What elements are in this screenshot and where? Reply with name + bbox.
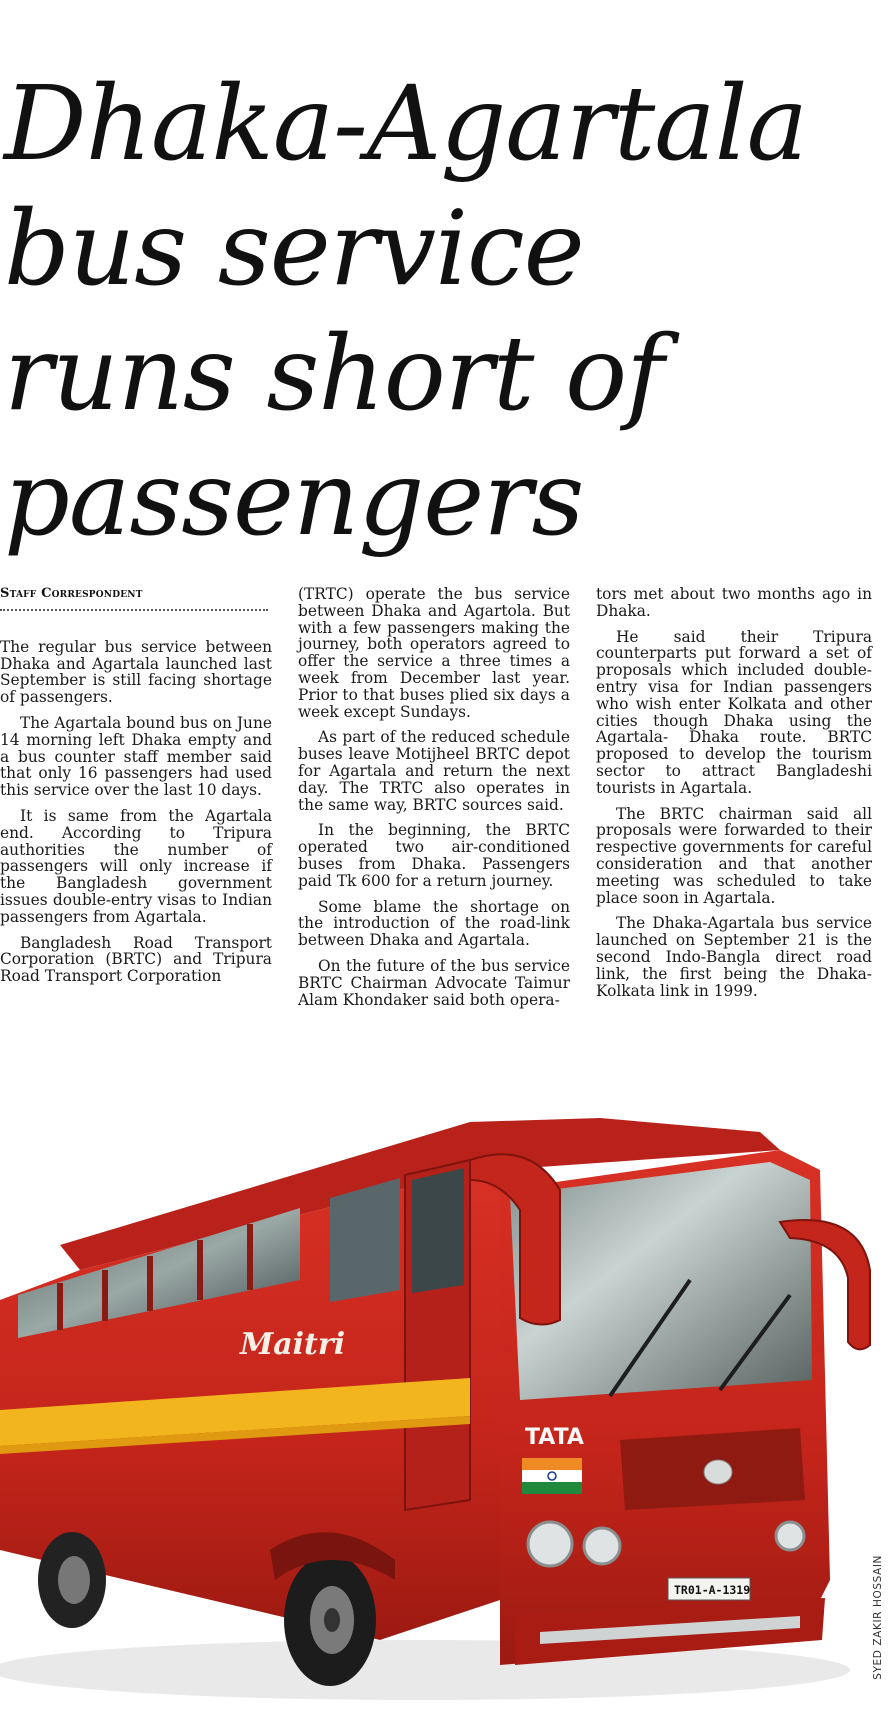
article-column-3 bbox=[596, 586, 872, 1008]
paragraph: He said their Tripura counterparts put forward a set of proposals which included double-entry visa for Indian passengers who wish enter Kolkata and other cities though Dhaka using the Agartala- Dhaka route. BRTC proposed to develop the tourism sector to attract Bangladeshi tourists in Agartala. bbox=[596, 627, 872, 797]
photo-credit: SYED ZAKIR HOSSAIN bbox=[872, 1555, 884, 1680]
headlight-left-inner bbox=[584, 1528, 620, 1564]
headline-line-3: runs short of bbox=[4, 314, 664, 434]
paragraph: As part of the reduced schedule buses leave Motijheel BRTC depot for Agartala and return the next day. The TRTC also operates in the same way, BRTC sources said. bbox=[298, 728, 570, 814]
paragraph: The regular bus service between Dhaka and Agartala launched last September is still facing shortage of passengers. bbox=[0, 637, 272, 707]
paragraph: On the future of the bus service BRTC Chairman Advocate Taimur Alam Khondaker said both opera- bbox=[298, 956, 570, 1009]
bus-name-label: Maitri bbox=[240, 1327, 346, 1362]
headline-line-1: Dhaka-Agartala bbox=[4, 64, 808, 184]
rear-wheel bbox=[38, 1532, 106, 1628]
article-column-2 bbox=[298, 586, 570, 1017]
bus-illustration bbox=[0, 1080, 888, 1725]
headline bbox=[4, 62, 880, 562]
paragraph: tors met about two months ago in Dhaka. bbox=[596, 585, 872, 620]
paragraph: In the beginning, the BRTC operated two air-conditioned buses from Dhaka. Passengers paid Tk 600 for a return journey. bbox=[298, 821, 570, 890]
india-flag-icon bbox=[522, 1458, 582, 1494]
door-window bbox=[412, 1168, 464, 1293]
ground-shadow bbox=[0, 1640, 850, 1700]
byline-divider bbox=[0, 609, 268, 611]
bus-photo bbox=[0, 1080, 888, 1725]
brand-label: TATA bbox=[525, 1425, 584, 1450]
front-wheel bbox=[284, 1554, 376, 1686]
byline: Staff Correspondent bbox=[0, 586, 143, 601]
paragraph: Some blame the shortage on the introduction of the road-link between Dhaka and Agartala. bbox=[298, 897, 570, 950]
paragraph: The Agartala bound bus on June 14 morning left Dhaka empty and a bus counter staff member said that only 16 passengers had used this service over the last 10 days. bbox=[0, 713, 272, 800]
plate-text: TR01-A-1319 bbox=[674, 1583, 751, 1597]
paragraph: The BRTC chairman said all proposals were forwarded to their respective governments for careful consideration and that another meeting was scheduled to take place soon in Agartala. bbox=[596, 804, 872, 907]
front-side-window bbox=[330, 1178, 400, 1302]
paragraph: Bangladesh Road Transport Corporation (BRTC) and Tripura Road Transport Corporation bbox=[0, 933, 272, 986]
headlight-right bbox=[776, 1522, 804, 1550]
headline-line-2: bus service bbox=[4, 189, 584, 309]
paragraph: (TRTC) operate the bus service between Dhaka and Agartola. But with a few passengers making the journey, both operators agreed to offer the service a three times a week from December last year. Prior to that buses plied six days a week except Sundays. bbox=[298, 585, 570, 721]
article-column-1 bbox=[0, 586, 272, 994]
headline-line-4: passengers bbox=[4, 439, 584, 559]
paragraph: It is same from the Agartala end. According to Tripura authorities the number of passengers will only increase if the Bangladesh government issues double-entry visas to Indian passengers from Agartala. bbox=[0, 806, 272, 926]
tata-logo-icon bbox=[704, 1460, 732, 1484]
headlight-left-outer bbox=[528, 1522, 572, 1566]
paragraph: The Dhaka-Agartala bus service launched on September 21 is the second Indo-Bangla direct road link, the first being the Dhaka-Kolkata link in 1999. bbox=[596, 914, 872, 1000]
